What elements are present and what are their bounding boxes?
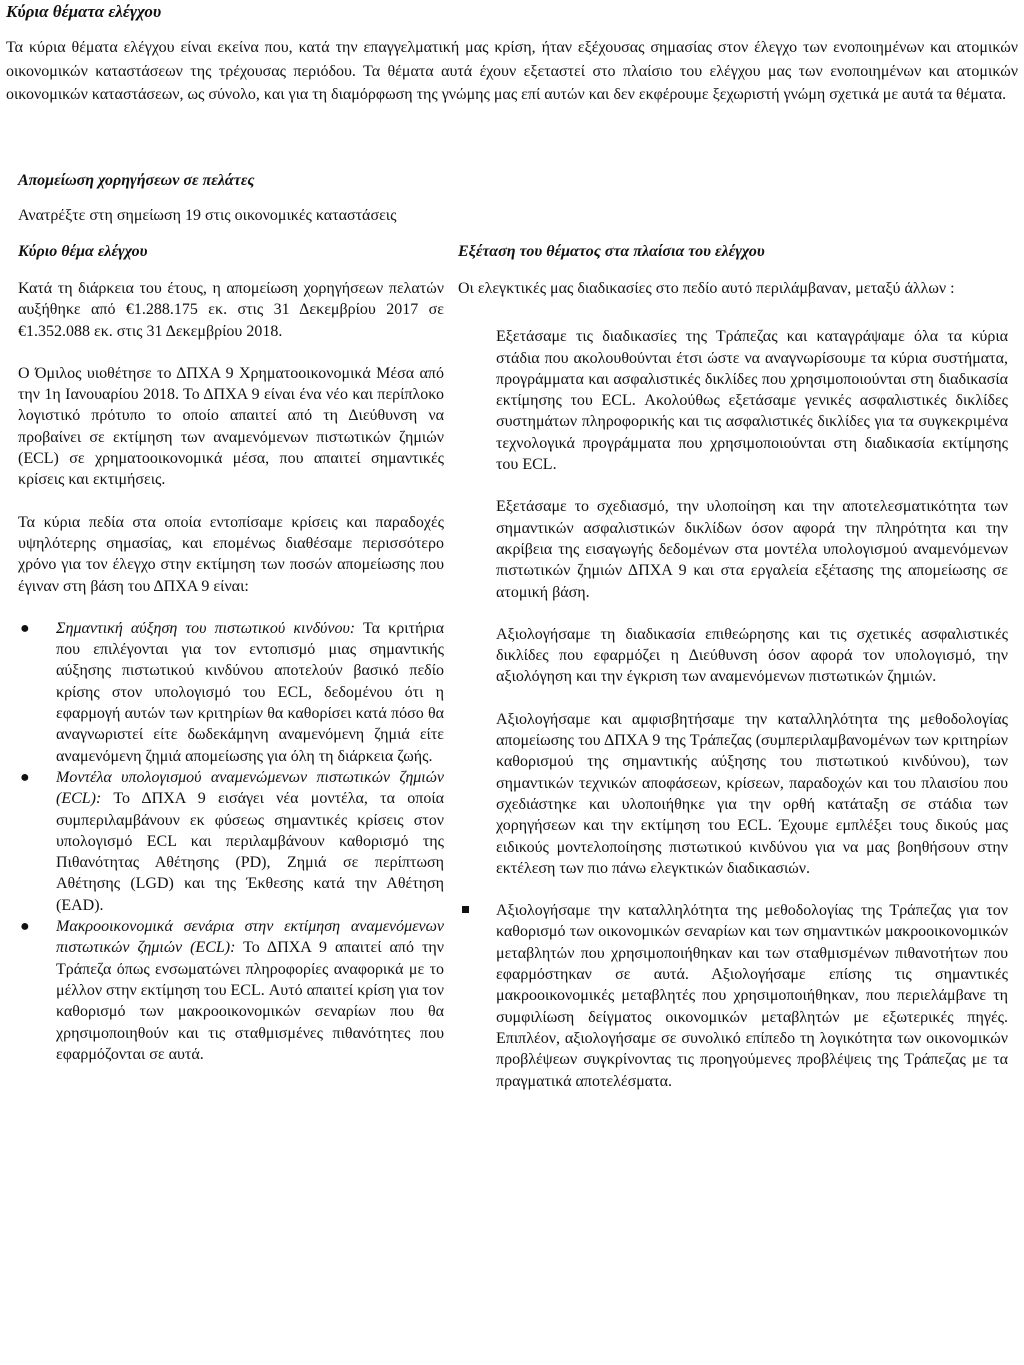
list-item (458, 900, 1008, 1092)
list-item (18, 916, 444, 1065)
procedure-item: Εξετάσαμε τις διαδικασίες της Τράπεζας και καταγράψαμε όλα τα κύρια στάδια που ακολουθούνται έτσι ώστε να αναγνωρίσουμε τα κύρια συστήματα, προγράμματα και ασφαλιστικές δικλίδες που χρησιμοποιούνται στη διαδικασία εκτίμησης του ECL. Ακολούθως εξετάσαμε γενικές ασφαλιστικές δικλίδες συστημάτων πληροφορικής και τις ασφαλιστικές δικλίδες για τα συγκεκριμένα τεχνολογικά προγράμματα που χρησιμοποιούνται στη διαδικασία εκτίμησης του ECL. (496, 328, 1008, 474)
left-column-heading: Κύριο θέμα ελέγχου (18, 243, 148, 260)
right-intro: Οι ελεγκτικές μας διαδικασίες στο πεδίο αυτό περιλάμβαναν, μεταξύ άλλων : (458, 280, 955, 297)
section-heading: Κύρια θέματα ελέγχου (6, 2, 162, 21)
bullet-icon: ● (20, 918, 30, 936)
bullet-text: Το ΔΠΧΑ 9 εισάγει νέα μοντέλα, τα οποία συμπεριλαμβάνουν εκ φύσεως σημαντικές κρίσεις στον υπολογισμό ECL και περιλαμβάνουν καθορισμό της Πιθανότητας Αθέτησης (PD), Ζημιά σε περίπτωση Αθέτησης (LGD) και της Έκθεσης κατά την Αθέτηση (EAD). (56, 790, 444, 914)
procedure-item: Αξιολογήσαμε την καταλληλότητα της μεθοδολογίας της Τράπεζας για τον καθορισμό των οικονομικών σεναρίων και των σημαντικών μακροοικονομικών μεταβλητών που χρησιμοποιήθηκαν και των σταθμισμένων πιθανοτήτων που εφαρμόστηκαν σε αυτά. Αξιολογήσαμε επίσης τις σημαντικές μακροοικονομικές μεταβλητές που χρησιμοποιήθηκαν, που περιελάμβανε τη συμφιλίωση δείγματος οικονομικών μεταβλητών με εξωτερικές πηγές. Επιπλέον, αξιολογήσαμε σε συνολικό επίπεδο τη λογικότητα των οικονομικών προβλέψεων συγκρίνοντας τις προηγούμενες προβλέψεις της Τράπεζας με τα πραγματικά αποτελέσματα. (496, 902, 1008, 1090)
key-audit-matter-title: Απομείωση χορηγήσεων σε πελάτες (18, 172, 255, 189)
list-item (18, 618, 444, 767)
bullet-text: Το ΔΠΧΑ 9 απαιτεί από την Τράπεζα όπως ενσωματώνει πληροφορίες αναφορικά με το μέλλον στην εκτίμηση του ECL. Αυτό απαιτεί κρίση για τον καθορισμό των μακροοικονομικών σεναρίων που θα χρησιμοποιηθούν και τις σταθμισμένες πιθανότητες που εφαρμόζονται σε αυτά. (56, 939, 444, 1063)
audit-response-column (458, 278, 1008, 1092)
bullet-icon: ● (20, 768, 30, 786)
intro-paragraph: Τα κύρια θέματα ελέγχου είναι εκείνα που, κατά την επαγγελματική μας κρίση, ήταν εξέχουσας σημασίας στον έλεγχο των ενοποιημένων και ατομικών οικονομικών καταστάσεων της τρέχουσας περιόδου. Τα θέματα αυτά έχουν εξεταστεί στο πλαίσιο του ελέγχου μας των ενοποιημένων και ατομικών οικονομικών καταστάσεων, ως σύνολο, και για τη διαμόρφωση της γνώμης μας επί αυτών και δεν εκφέρουμε ξεχωριστή γνώμη σχετικά με αυτά τα θέματα. (6, 39, 1018, 103)
key-audit-matter-column (18, 278, 444, 1065)
left-paragraph: Τα κύρια πεδία στα οποία εντοπίσαμε κρίσεις και παραδοχές υψηλότερης σημασίας, και επομένως διαθέσαμε περισσότερο χρόνο για τον έλεγχο στην εκτίμηση των ποσών απομείωσης που έγιναν στη βάση του ΔΠΧΑ 9 είναι: (18, 513, 444, 595)
bullet-lead: Σημαντική αύξηση του πιστωτικού κινδύνου: (56, 619, 356, 637)
procedure-square-list (458, 900, 1008, 1092)
procedure-item: Αξιολογήσαμε και αμφισβητήσαμε την καταλληλότητα της μεθοδολογίας απομείωσης του ΔΠΧΑ 9 της Τράπεζας (συμπεριλαμβανομένων των κριτηρίων καθορισμού της σημαντικής αύξησης του πιστωτικού κινδύνου), των σημαντικών τεχνικών αποφάσεων, κρίσεων, παραδοχών και του πλαισίου που σχεδιάστηκε και υλοποιήθηκε για την ορθή κατάταξη σε στάδια των χορηγήσεων και την εκτίμηση του ECL. Έχουμε εμπλέξει τους δικούς μας ειδικούς μοντελοποίησης πιστωτικού κινδύνου για να μας βοηθήσουν στην εκτέλεση των πιο πάνω ελεγκτικών διαδικασιών. (496, 710, 1008, 877)
bullet-lead: Μοντέλα υπολογισμού αναμενώμενων πιστωτικών ζημιών (ECL): (56, 768, 444, 808)
judgement-areas-list (18, 618, 444, 1065)
square-bullet-icon (462, 906, 469, 913)
left-paragraph: Ο Όμιλος υιοθέτησε το ΔΠΧΑ 9 Χρηματοοικονομικά Μέσα από την 1η Ιανουαρίου 2018. Το ΔΠΧΑ 9 είναι ένα νέο και περίπλοκο λογιστικό πρότυπο το οποίο απαιτεί από τη Διεύθυνση να προβαίνει σε εκτίμηση των αναμενόμενων πιστωτικών ζημιών (ECL) σε χρηματοοικονομικά μέσα, που απαιτεί σημαντικές κρίσεις και εκτιμήσεις. (18, 364, 444, 489)
bullet-text: Τα κριτήρια που επιλέγονται για τον εντοπισμό μιας σημαντικής αύξησης πιστωτικού κινδύνου αποτελούν βασικό πεδίο κρίσης στον υπολογισμό του ECL, δεδομένου ότι η εφαρμογή αυτών των κριτηρίων θα καθορίσει κατά πόσο θα αναγνωριστεί είτε δωδεκάμηνη αναμενόμενη ζημιά είτε αναμενόμενη ζημιά απομείωσης για όλη τη διάρκεια ζωής. (56, 619, 444, 765)
procedure-item: Αξιολογήσαμε τη διαδικασία επιθεώρησης και τις σχετικές ασφαλιστικές δικλίδες που εφαρμόζει η Διεύθυνση όσον αφορά τον υπολογισμό, την αξιολόγηση και την έγκριση των αναμενόμενων πιστωτικών ζημιών. (496, 625, 1008, 686)
right-column-heading: Εξέταση του θέματος στα πλαίσια του ελέγχου (458, 243, 765, 260)
left-paragraph: Κατά τη διάρκεια του έτους, η απομείωση χορηγήσεων πελατών αυξήθηκε από €1.288.175 εκ. στις 31 Δεκεμβρίου 2017 σε €1.352.088 εκ. στις 31 Δεκεμβρίου 2018. (18, 280, 444, 340)
note-reference: Ανατρέξτε στη σημείωση 19 στις οικονομικές καταστάσεις (18, 207, 397, 224)
bullet-icon: ● (20, 619, 30, 637)
procedure-item: Εξετάσαμε το σχεδιασμό, την υλοποίηση και την αποτελεσματικότητα των σημαντικών ασφαλιστικών δικλίδων όσον αφορά την πληρότητα και την ακρίβεια της εισαγωγής δεδομένων στα μοντέλα υπολογισμού αναμενόμενων πιστωτικών ζημιών ΔΠΧΑ 9 και στα εργαλεία εξέτασης της απομείωσης σε ατομική βάση. (496, 498, 1008, 601)
list-item (18, 767, 444, 916)
bullet-lead: Μακροοικονομικά σενάρια στην εκτίμηση αναμενόμενων πιστωτικών ζημιών (ECL): (56, 918, 444, 957)
